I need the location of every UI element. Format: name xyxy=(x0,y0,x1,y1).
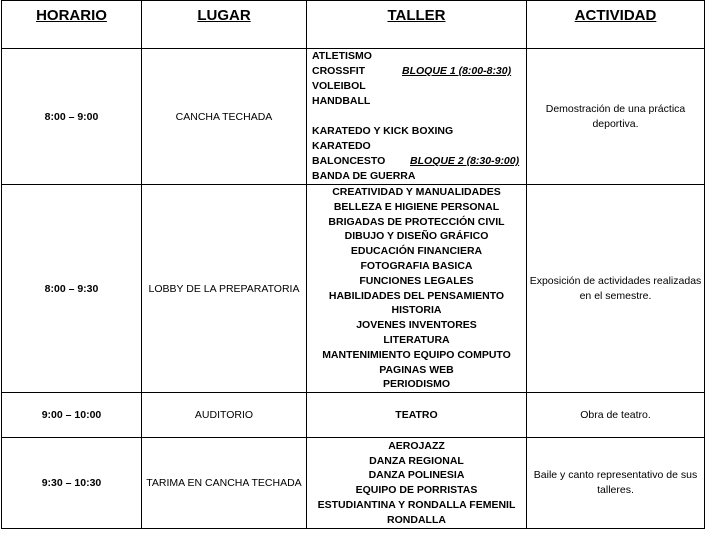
taller-cell xyxy=(307,393,527,438)
taller-item: HANDBALL xyxy=(312,95,371,107)
header-horario: HORARIO xyxy=(2,1,142,49)
taller-item: RONDALLA xyxy=(387,513,446,526)
schedule-table xyxy=(1,0,705,529)
taller-item: KARATEDO xyxy=(312,140,371,152)
taller-item: CROSSFIT xyxy=(312,65,366,77)
taller-item: LITERATURA xyxy=(383,333,450,346)
actividad-cell: Baile y canto representativo de sus talleres. xyxy=(527,438,705,529)
taller-item: EDUCACIÓN FINANCIERA xyxy=(350,245,483,258)
taller-item: MANTENIMIENTO EQUIPO COMPUTO xyxy=(322,348,511,361)
table-row xyxy=(2,438,705,529)
taller-item: ATLETISMO xyxy=(312,50,372,62)
header-actividad: ACTIVIDAD xyxy=(527,1,705,49)
taller-item: AEROJAZZ xyxy=(388,439,445,452)
horario-cell: 9:30 – 10:30 xyxy=(2,438,142,529)
lugar-cell: CANCHA TECHADA xyxy=(142,49,307,185)
table-row xyxy=(2,185,705,393)
taller-item: DIBUJO Y DISEÑO GRÁFICO xyxy=(344,230,489,243)
taller-item: DANZA REGIONAL xyxy=(369,454,464,467)
taller-item: BANDA DE GUERRA xyxy=(312,170,416,182)
table-row xyxy=(2,393,705,438)
taller-item: FOTOGRAFIA BASICA xyxy=(360,259,473,272)
header-lugar: LUGAR xyxy=(142,1,307,49)
actividad-cell: Exposición de actividades realizadas en el semestre. xyxy=(527,185,705,393)
horario-cell: 9:00 – 10:00 xyxy=(2,393,142,438)
taller-item: ESTUDIANTINA Y RONDALLA FEMENIL xyxy=(317,498,516,511)
horario-cell: 8:00 – 9:30 xyxy=(2,185,142,393)
taller-cell xyxy=(307,49,527,185)
taller-item: PAGINAS WEB xyxy=(379,363,454,376)
taller-item: TEATRO xyxy=(395,408,438,421)
lugar-cell: LOBBY DE LA PREPARATORIA xyxy=(142,185,307,393)
taller-item: BALONCESTO xyxy=(312,155,386,167)
taller-item: JOVENES INVENTORES xyxy=(356,319,477,332)
taller-item: KARATEDO Y KICK BOXING xyxy=(312,125,454,137)
bloque-2-note: BLOQUE 2 (8:30-9:00) xyxy=(410,155,520,167)
taller-cell xyxy=(307,438,527,529)
horario-cell: 8:00 – 9:00 xyxy=(2,49,142,185)
taller-item: BELLEZA E HIGIENE PERSONAL xyxy=(333,200,500,213)
taller-item: VOLEIBOL xyxy=(312,80,366,92)
taller-item: CREATIVIDAD Y MANUALIDADES xyxy=(332,186,501,198)
taller-item: HABILIDADES DEL PENSAMIENTO xyxy=(328,289,505,302)
actividad-cell: Obra de teatro. xyxy=(527,393,705,438)
lugar-cell: TARIMA EN CANCHA TECHADA xyxy=(142,438,307,529)
bloque-1-note: BLOQUE 1 (8:00-8:30) xyxy=(402,65,512,77)
header-taller: TALLER xyxy=(307,1,527,49)
taller-item: DANZA POLINESIA xyxy=(368,469,465,482)
taller-item: FUNCIONES LEGALES xyxy=(359,274,474,287)
taller-item: BRIGADAS DE PROTECCIÓN CIVIL xyxy=(328,215,505,228)
header-row xyxy=(2,1,705,49)
taller-item: HISTORIA xyxy=(391,304,442,317)
taller-item: PERIODISMO xyxy=(382,378,451,391)
table-row xyxy=(2,49,705,185)
taller-cell xyxy=(307,185,527,393)
actividad-cell: Demostración de una práctica deportiva. xyxy=(527,49,705,185)
taller-item: EQUIPO DE PORRISTAS xyxy=(355,484,478,497)
lugar-cell: AUDITORIO xyxy=(142,393,307,438)
